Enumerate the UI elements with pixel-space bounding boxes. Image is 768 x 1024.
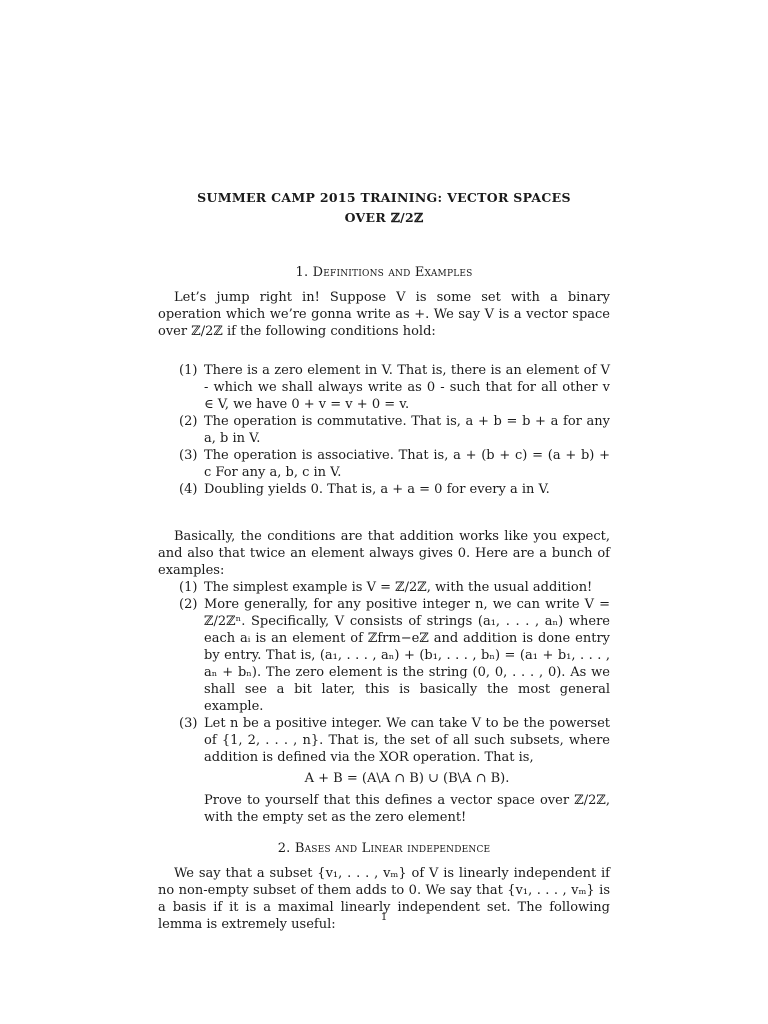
example-item (179, 596, 610, 715)
condition-text: The operation is associative. That is, a + (b + c) = (a + b) + c For any a, b, c in V. (204, 448, 610, 480)
condition-number: (1) (179, 363, 198, 378)
condition-text: Doubling yields 0. That is, a + a = 0 for every a in V. (204, 482, 550, 497)
condition-number: (2) (179, 414, 198, 429)
page-number: 1 (380, 912, 388, 923)
example-item (179, 715, 610, 826)
title-line-1: SUMMER CAMP 2015 TRAINING: VECTOR SPACES (197, 190, 571, 205)
example-number: (2) (179, 597, 198, 612)
section-1-heading: 1. Definitions and Examples (295, 265, 473, 280)
condition-text: There is a zero element in V. That is, there is an element of V - which we shall always write as 0 - such that for all other v ∈ V, we have 0 + v = v + 0 = v. (204, 363, 610, 412)
condition-item (179, 447, 610, 481)
example-number: (1) (179, 580, 198, 595)
document-page (158, 188, 610, 933)
conditions-list (158, 362, 610, 498)
condition-number: (3) (179, 448, 198, 463)
example-text: More generally, for any positive integer n, we can write V = ℤ/2ℤⁿ. Specifically, V consists of strings (a₁, . . . , aₙ) where each aᵢ is an element of ℤfrm−eℤ and addition is done entry by entry. That is, (a₁, . . . , aₙ) + (b₁, . . . , bₙ) = (a₁ + b₁, . . . , aₙ + bₙ). The zero element is the string (0, 0, . . . , 0). As we shall see a bit later, this is basically the most general example. (204, 597, 610, 714)
condition-item (179, 413, 610, 447)
example-item (179, 579, 610, 596)
example-text: The simplest example is V = ℤ/2ℤ, with the usual addition! (204, 580, 593, 595)
section-1-intro: Let’s jump right in! Suppose V is some set with a binary operation which we’re gonna write as +. We say V is a vector space over ℤ/2ℤ if the following conditions hold: (158, 290, 610, 339)
xor-equation: A + B = (A\A ∩ B) ∪ (B\A ∩ B). (304, 771, 510, 786)
example-followup: Prove to yourself that this defines a vector space over ℤ/2ℤ, with the empty set as the zero element! (204, 793, 610, 825)
condition-item (179, 481, 610, 498)
section-2-intro: We say that a subset {v₁, . . . , vₘ} of V is linearly independent if no non-empty subset of them adds to 0. We say that {v₁, . . . , vₘ} is a basis if it is a maximal linearly independent set. The following lemma is extremely useful: (158, 866, 610, 932)
condition-item (179, 362, 610, 413)
condition-number: (4) (179, 482, 198, 497)
section-2-heading: 2. Bases and Linear independence (277, 841, 491, 856)
example-text: Let n be a positive integer. We can take V to be the powerset of {1, 2, . . . , n}. That is, the set of all such subsets, where addition is defined via the XOR operation. That is, (204, 716, 610, 765)
basically-paragraph: Basically, the conditions are that addition works like you expect, and also that twice an element always gives 0. Here are a bunch of examples: (158, 529, 610, 578)
example-number: (3) (179, 716, 198, 731)
examples-list (158, 579, 610, 826)
document-title (158, 188, 610, 228)
condition-text: The operation is commutative. That is, a + b = b + a for any a, b in V. (204, 414, 610, 446)
title-line-2: OVER ℤ/2ℤ (344, 210, 424, 225)
